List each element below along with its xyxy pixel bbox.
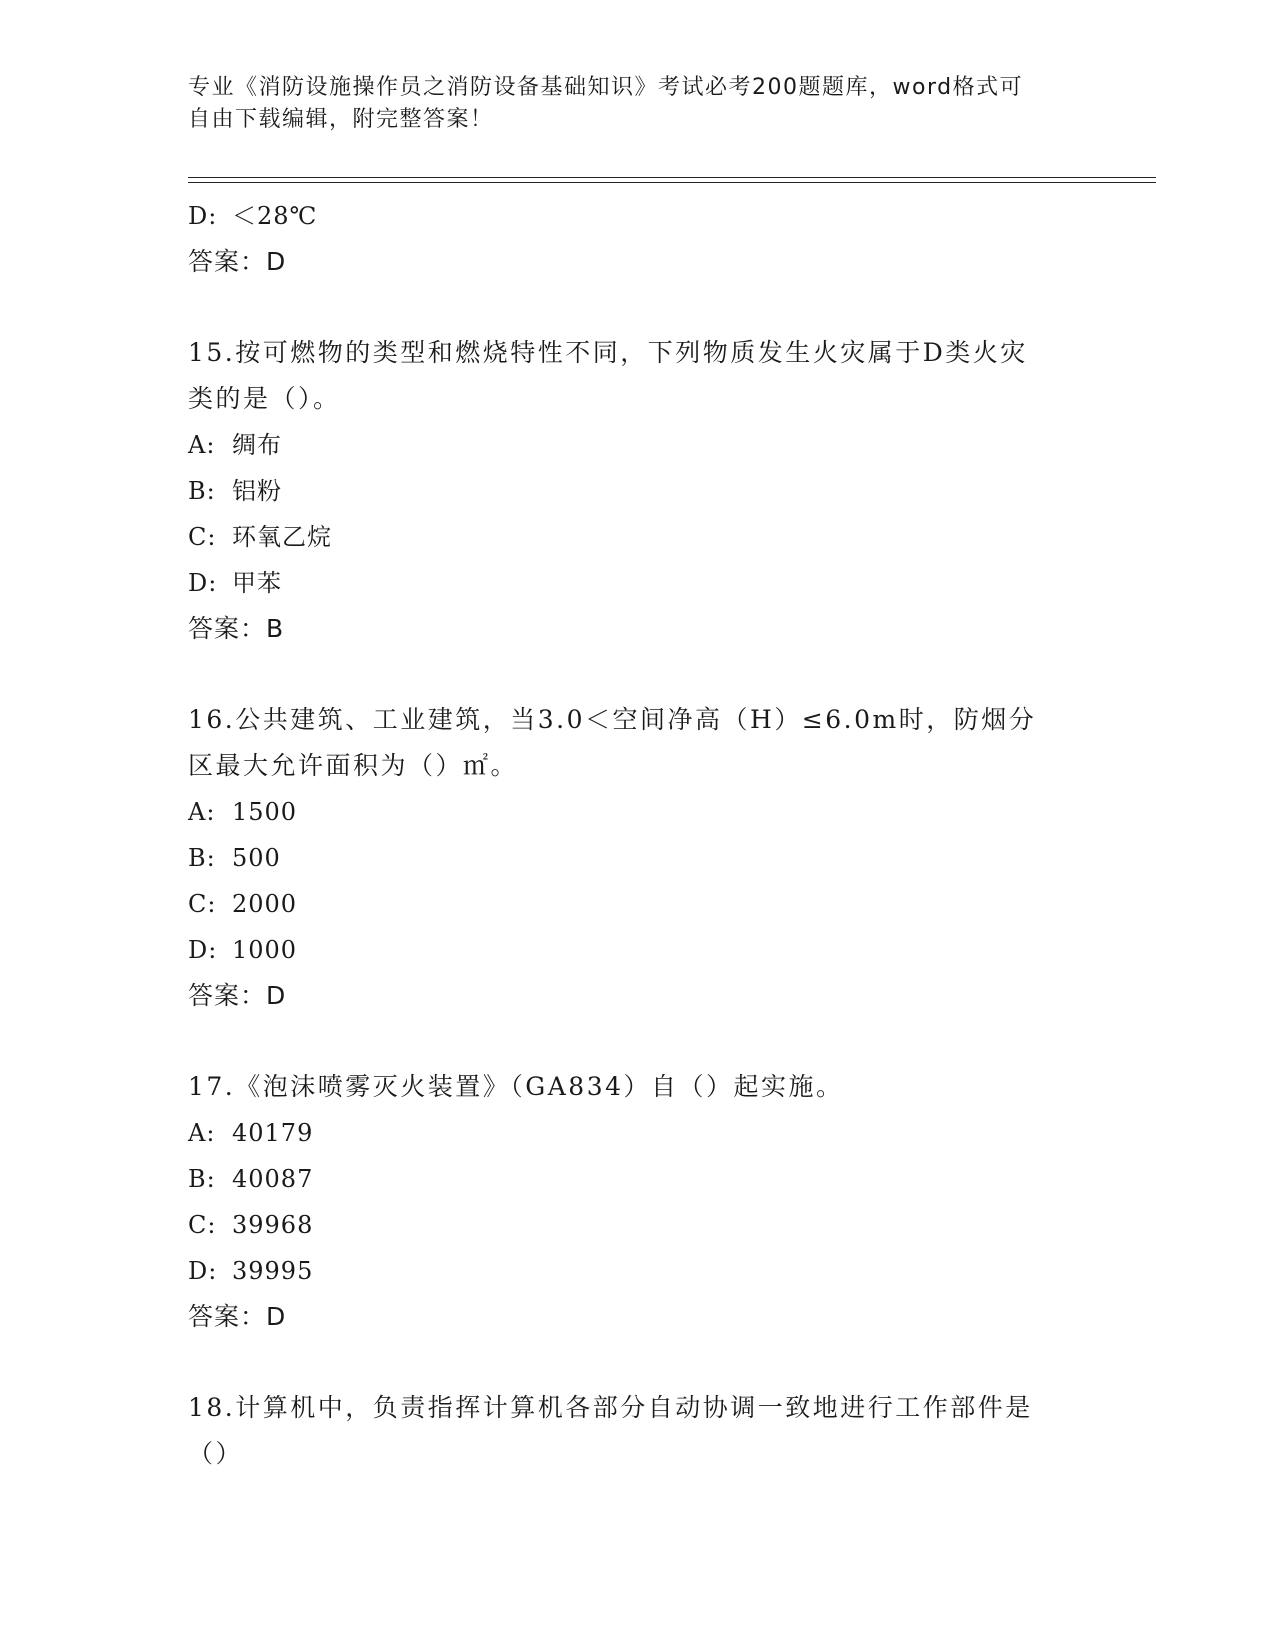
answer-line: 答案：B [188, 614, 285, 643]
option-key: C: [188, 1211, 217, 1239]
option-text: 2000 [232, 890, 298, 918]
option-text: 环氧乙烷 [232, 523, 332, 551]
option-text: 铝粉 [232, 477, 282, 505]
option-b [188, 1156, 1088, 1202]
option-text: 39995 [232, 1257, 314, 1285]
option-text: 1500 [232, 798, 298, 826]
option-text: 绸布 [232, 431, 282, 459]
question-16 [188, 697, 1088, 789]
option-key: B: [188, 1165, 216, 1193]
header-line-1: 专业《消防设施操作员之消防设备基础知识》考试必考200题题库，word格式可 [188, 75, 1024, 100]
option-a [188, 789, 1088, 835]
option-d [188, 927, 1088, 973]
header-divider-top [188, 177, 1156, 178]
answer-line: 答案：D [188, 247, 287, 276]
option-b [188, 835, 1088, 881]
question-text-line: （） [188, 1439, 244, 1468]
option-a [188, 1110, 1088, 1156]
option-text: 40087 [232, 1165, 314, 1193]
option-key: C: [188, 890, 217, 918]
option-key: A: [188, 431, 216, 459]
option-key: B: [188, 477, 216, 505]
option-text: 500 [232, 844, 281, 872]
document-header [188, 72, 1068, 136]
option-key: A: [188, 1119, 216, 1147]
option-d [188, 1248, 1088, 1294]
option-key: B: [188, 844, 216, 872]
question-text-line: 16.公共建筑、工业建筑，当3.0＜空间净高（H）≤6.0m时，防烟分 [188, 705, 1037, 734]
option-text: 40179 [232, 1119, 314, 1147]
option-text: ＜28℃ [232, 202, 318, 230]
option-text: 1000 [232, 936, 298, 964]
option-c [188, 1202, 1088, 1248]
option-key: C: [188, 523, 217, 551]
option-key: D: [188, 569, 218, 597]
option-d [188, 193, 1088, 239]
option-b [188, 468, 1088, 514]
question-15 [188, 330, 1088, 422]
option-a [188, 422, 1088, 468]
header-divider-bottom [188, 182, 1156, 183]
question-text-line: 18.计算机中，负责指挥计算机各部分自动协调一致地进行工作部件是 [188, 1393, 1033, 1422]
option-d [188, 560, 1088, 606]
option-key: D: [188, 202, 218, 230]
option-text: 39968 [232, 1211, 314, 1239]
option-c [188, 881, 1088, 927]
header-line-2: 自由下载编辑，附完整答案！ [188, 107, 494, 132]
answer-line: 答案：D [188, 1302, 287, 1331]
question-text-line: 17.《泡沫喷雾灭火装置》（GA834）自（）起实施。 [188, 1072, 844, 1101]
answer-line: 答案：D [188, 981, 287, 1010]
question-list [188, 193, 1088, 1477]
question-text-line: 15.按可燃物的类型和燃烧特性不同，下列物质发生火灾属于D类火灾 [188, 338, 1028, 367]
option-key: D: [188, 1257, 218, 1285]
question-18 [188, 1385, 1088, 1477]
question-text-line: 类的是（）。 [188, 384, 341, 413]
option-key: A: [188, 798, 216, 826]
option-c [188, 514, 1088, 560]
option-key: D: [188, 936, 218, 964]
question-text-line: 区最大允许面积为（）㎡。 [188, 751, 519, 780]
option-text: 甲苯 [232, 569, 282, 597]
question-17 [188, 1064, 1088, 1110]
